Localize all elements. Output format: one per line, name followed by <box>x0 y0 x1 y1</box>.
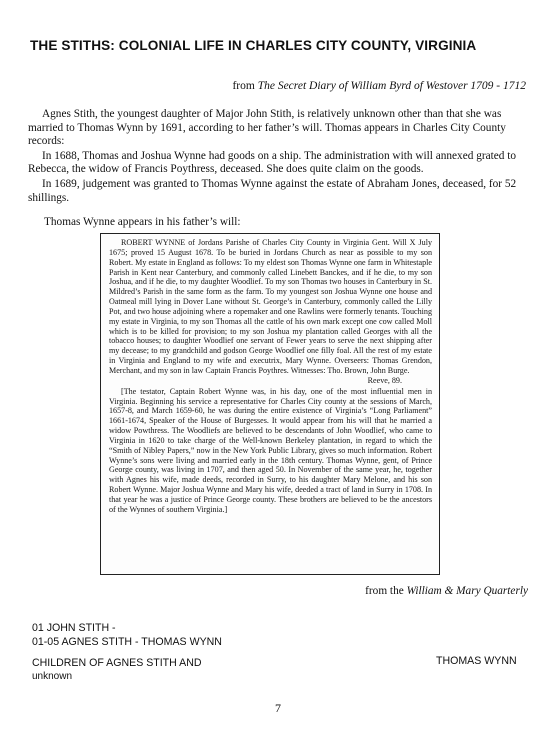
source-work-title: The Secret Diary of William Byrd of Westover 1709 - 1712 <box>257 80 526 92</box>
source-citation <box>232 80 526 92</box>
quarterly-attribution <box>365 585 528 597</box>
will-text: ROBERT WYNNE of Jordans Parishe of Charles City County in Virginia Gent. Will X July 1675; proved 15 August 1678. To be buried in Jordans Church as near as possible to my son Robert. My estate in England as follows: To my eldest son Thomas Wynne one farm in Whitestaple Parish in Kent near Canterbury, and commonly called Linebett Banckes, and if he die, to my son Joshua, and if he die, to my daughter Woodlief. To my son Thomas two houses in Canterbury in St. Mildred’s Parish in the same form as the farm. To my youngest son Joshua Wynne one house and Oatmeal mill lying in Dover Lane without St. George’s in Canterbury, commonly called the Lilly Pot, and two house adjoining where a ropemaker and one Rawlins were formerly tenants. Touching my estate in Virginia, to my son Thomas all the cattle of his own mark except one cow called Moll which is to be killed for provision; to my son Joshua my plantation called Georges with all the tobacco houses; to daughter Woodlief one servant of Fewer years to serve the next shipping after my decease; to my grandchild and godson George Woodlief one filly foal. All the rest of my estate in Virginia and England to my wife and executrix, Mary Wynne. Overseers: Thomas Grendon, Merchant, and my son in law Captain Francis Poythres. Witnesses: Tho. Brown, John Burge. <box>109 238 432 375</box>
will-intro: Thomas Wynne appears in his father’s will: <box>44 216 241 228</box>
page-number: 7 <box>275 701 281 715</box>
will-reference: Reeve, 89. <box>367 375 402 385</box>
genealogy-line-agnes-stith: 01-05 AGNES STITH - THOMAS WYNN <box>32 636 222 648</box>
paragraph-agnes-intro: Agnes Stith, the youngest daughter of Major John Stith, is relatively unknown other than that she was married to Thomas Wynn by 1691, according to her father’s will. Thomas appears in Charles City County records: <box>28 108 506 148</box>
source-prefix: from <box>232 80 258 92</box>
body-text <box>28 108 528 206</box>
paragraph-1689-record: In 1689, judgement was granted to Thomas Wynne against the estate of Abraham Jones, deceased, for 52 shillings. <box>28 177 517 204</box>
will-editorial-note: [The testator, Captain Robert Wynne was, in his day, one of the most influential men in Virginia. Beginning his service a representative for Charles City county at the sessions of March, 1657-8, and March 1659-60, he was during the entire existence of Virginia’s “Long Parliament” 1661-1674, Speaker of the House of Burgesses. It would appear from his will that he married a widow Powthress. The Woodliefs are believed to be descendants of John Woodlief, who came to Virginia in 1620 to take charge of the Well-known Berkeley plantation, in regard to which the “Smith of Nibley Papers,” now in the New York Public Library, gives so much information. Robert Wynne’s sons were living and married early in the 18th century. Thomas Wynne, gent, of Prince George county, was living in 1707, and then aged 50. In November of the same year, he, together with Agnes his wife, made deeds, recorded in Surry, to his daughter Mary Melone, and his son Robert Wynne. Major Joshua Wynne and Mary his wife, deeded a tract of land in Surry in 1708. In that year he was a justice of Prince George county. These brothers are believed to be the ancestors of the Wynnes of southern Virginia.] <box>109 386 432 514</box>
scanned-will-excerpt <box>100 233 440 575</box>
attribution-work-title: William & Mary Quarterly <box>406 585 528 597</box>
attribution-prefix: from the <box>365 585 407 597</box>
children-value: unknown <box>32 671 73 682</box>
paragraph-1688-record: In 1688, Thomas and Joshua Wynne had goods on a ship. The administration with will annexed grated to Rebecca, the widow of Francis Poythress, deceased. She does quite claim on the goods. <box>28 149 517 176</box>
genealogy-line-john-stith: 01 JOHN STITH - <box>32 622 116 634</box>
page-title: THE STITHS: COLONIAL LIFE IN CHARLES CITY COUNTY, VIRGINIA <box>30 38 477 53</box>
children-spouse-name: THOMAS WYNN <box>436 655 517 667</box>
children-label: CHILDREN OF AGNES STITH AND <box>32 657 202 669</box>
